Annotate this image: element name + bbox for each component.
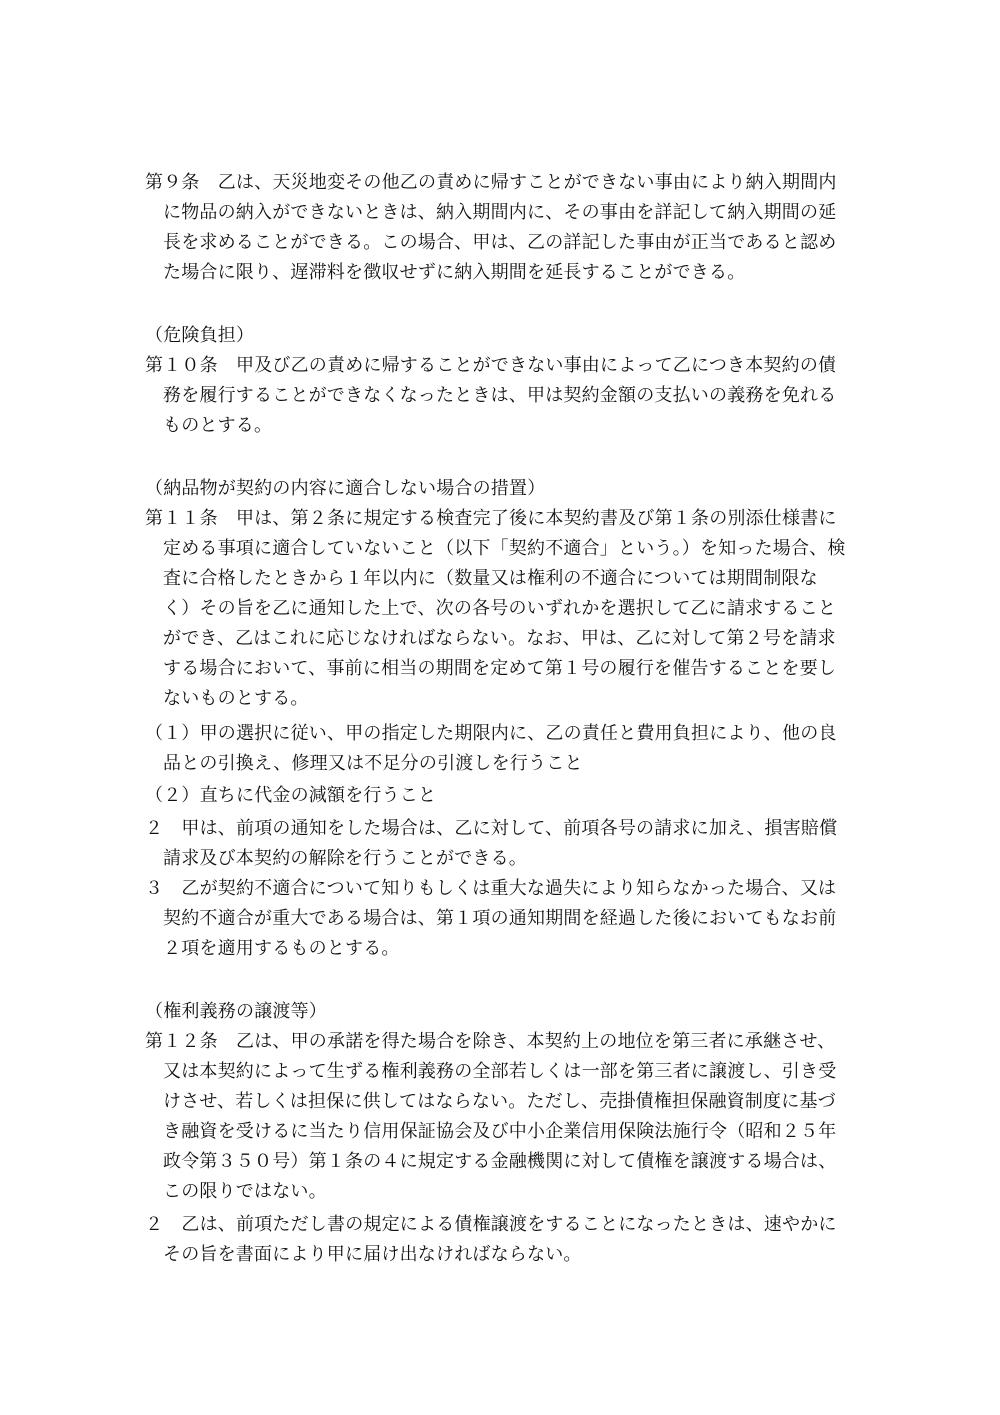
article-12-line-2: 又は本契約によって生ずる権利義務の全部若しくは一部を第三者に譲渡し、引き受 — [163, 1061, 837, 1082]
article-11-item-1-line-1: （１）甲の選択に従い、甲の指定した期限内に、乙の責任と費用負担により、他の良 — [145, 723, 837, 744]
article-11-para-3-line-2: 契約不適合が重大である場合は、第１項の通知期間を経過した後においてもなお前 — [163, 908, 837, 929]
article-11-para-3-line-1: ３ 乙が契約不適合について知りもしくは重大な過失により知らなかった場合、又は — [145, 878, 837, 899]
article-11-line-4: く）その旨を乙に通知した上で、次の各号のいずれかを選択して乙に請求すること — [163, 598, 837, 619]
article-10-line-1: 第１０条 甲及び乙の責めに帰することができない事由によって乙につき本契約の債 — [145, 355, 837, 376]
article-12-para-2-line-2: その旨を書面により甲に届け出なければならない。 — [163, 1244, 582, 1265]
article-12-line-6: この限りではない。 — [163, 1181, 327, 1202]
article-11-para-3-line-3: ２項を適用するものとする。 — [163, 938, 400, 959]
article-11-line-7: ないものとする。 — [163, 688, 309, 709]
article-11-para-2-line-1: ２ 甲は、前項の通知をした場合は、乙に対して、前項各号の請求に加え、損害賠償 — [145, 818, 838, 839]
article-9-line-1: 第９条 乙は、天災地変その他乙の責めに帰すことができない事由により納入期間内 — [145, 172, 837, 193]
article-10-line-2: 務を履行することができなくなったときは、甲は契約金額の支払いの義務を免れる — [163, 385, 837, 406]
article-10-heading: （危険負担） — [145, 325, 255, 346]
article-11-line-2: 定める事項に適合していないこと（以下「契約不適合」という。）を知った場合、検 — [163, 538, 846, 559]
article-11-line-1: 第１１条 甲は、第２条に規定する検査完了後に本契約書及び第１条の別添仕様書に — [145, 508, 837, 529]
article-11-item-2: （２）直ちに代金の減額を行うこと — [145, 785, 437, 806]
article-9-line-4: た場合に限り、遅滞料を徴収せずに納入期間を延長することができる。 — [163, 262, 746, 283]
article-11-line-5: ができ、乙はこれに応じなければならない。なお、甲は、乙に対して第２号を請求 — [163, 628, 836, 649]
article-11-line-6: する場合において、事前に相当の期間を定めて第１号の履行を催告することを要し — [163, 658, 837, 679]
article-12-line-4: き融資を受けるに当たり信用保証協会及び中小企業信用保険法施行令（昭和２５年 — [163, 1121, 837, 1142]
article-12-line-3: けさせ、若しくは担保に供してはならない。ただし、売掛債権担保融資制度に基づ — [163, 1091, 836, 1112]
article-12-line-1: 第１２条 乙は、甲の承諾を得た場合を除き、本契約上の地位を第三者に承継させ、 — [145, 1031, 836, 1052]
article-12-heading: （権利義務の譲渡等） — [145, 1001, 327, 1022]
article-11-para-2-line-2: 請求及び本契約の解除を行うことができる。 — [163, 848, 527, 869]
article-10-line-3: ものとする。 — [163, 415, 273, 436]
article-9-line-3: 長を求めることができる。この場合、甲は、乙の詳記した事由が正当であると認め — [163, 232, 837, 253]
article-11-item-1-line-2: 品との引換え、修理又は不足分の引渡しを行うこと — [163, 753, 583, 774]
article-12-line-5: 政令第３５０号）第１条の４に規定する金融機関に対して債権を譲渡する場合は、 — [163, 1151, 837, 1172]
article-11-line-3: 査に合格したときから１年以内に（数量又は権利の不適合については期間制限な — [163, 568, 818, 589]
article-12-para-2-line-1: ２ 乙は、前項ただし書の規定による債権譲渡をすることになったときは、速やかに — [145, 1214, 837, 1235]
article-11-heading: （納品物が契約の内容に適合しない場合の措置） — [145, 478, 546, 499]
article-9-line-2: に物品の納入ができないときは、納入期間内に、その事由を詳記して納入期間の延 — [163, 202, 837, 223]
